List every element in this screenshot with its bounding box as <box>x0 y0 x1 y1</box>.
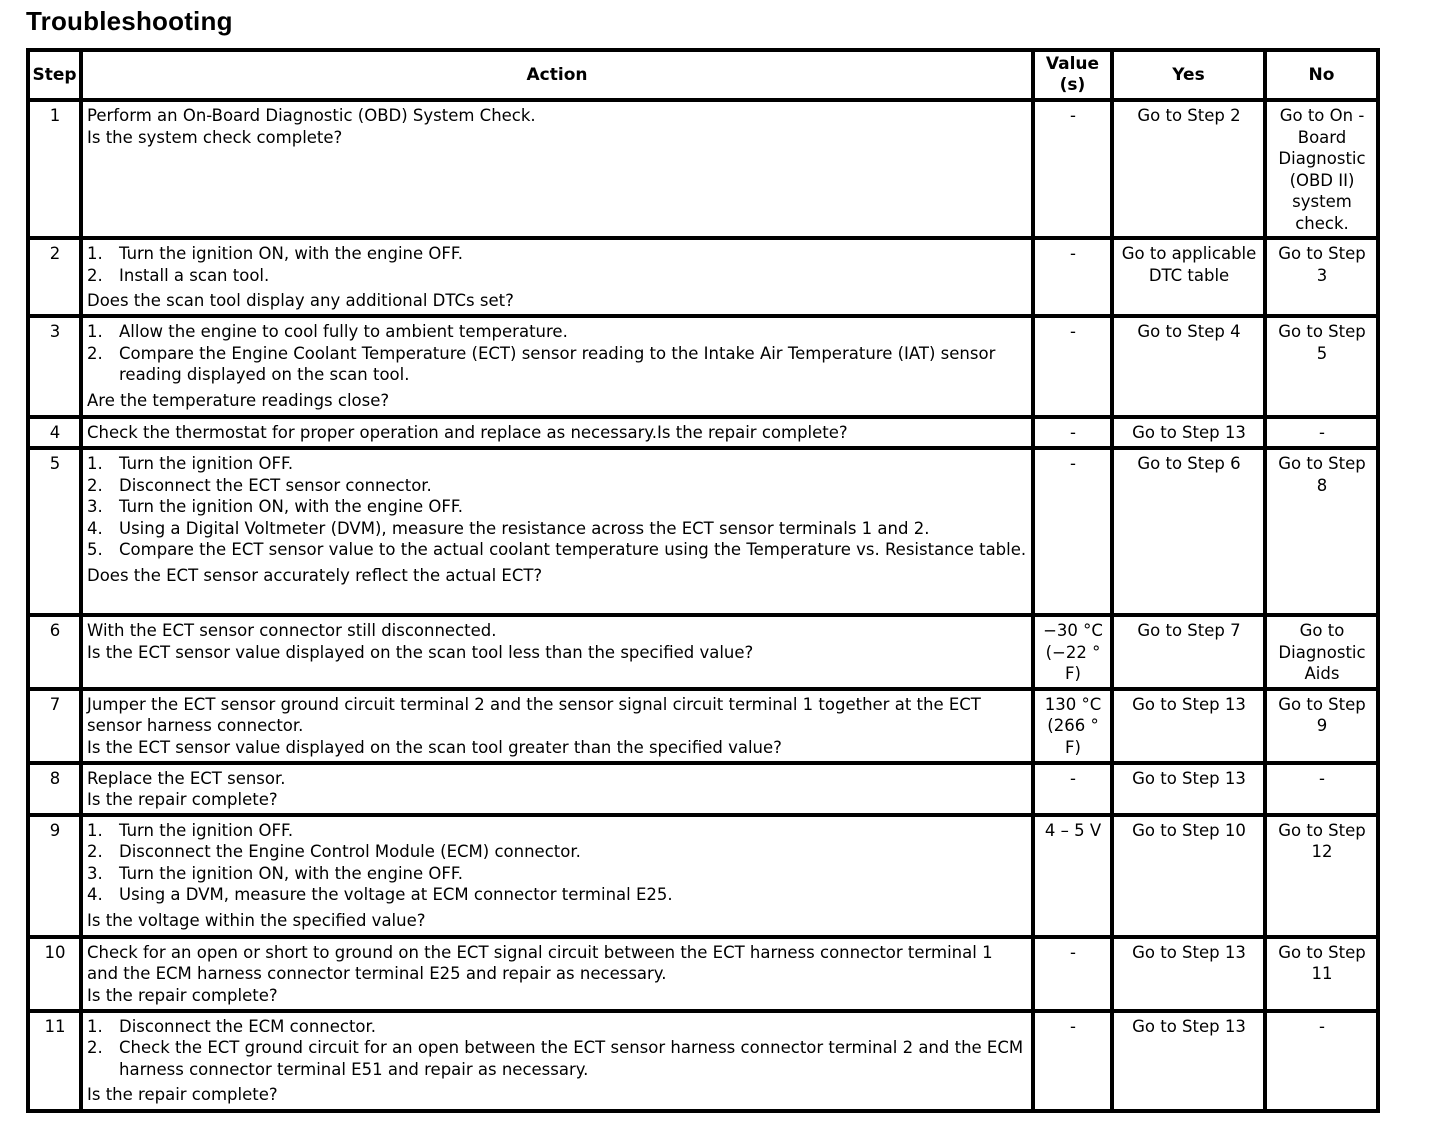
table-row <box>28 937 1378 1011</box>
step-number: 2 <box>28 238 81 316</box>
action-step-text: Using a Digital Voltmeter (DVM), measure the resistance across the ECT sensor terminals 1 and 2. <box>119 518 930 538</box>
action-step-item <box>87 343 1028 386</box>
no-cell: Go to Step 3 <box>1265 238 1378 316</box>
step-number: 4 <box>28 417 81 448</box>
action-step-text: Turn the ignition OFF. <box>119 820 294 840</box>
action-step-text: Disconnect the ECM connector. <box>119 1016 377 1036</box>
no-cell: Go to Step 5 <box>1265 316 1378 417</box>
yes-cell: Go to Step 7 <box>1112 615 1265 689</box>
header-action: Action <box>81 50 1033 100</box>
value-cell: - <box>1033 316 1112 417</box>
troubleshooting-table <box>26 48 1380 1113</box>
yes-cell: Go to Step 4 <box>1112 316 1265 417</box>
action-step-number: 3. <box>87 497 103 516</box>
action-step-number: 1. <box>87 454 103 473</box>
header-step: Step <box>28 50 81 100</box>
action-step-item <box>87 841 1028 863</box>
step-number: 9 <box>28 815 81 937</box>
action-cell <box>81 1011 1033 1111</box>
yes-cell: Go to Step 13 <box>1112 1011 1265 1111</box>
action-step-number: 2. <box>87 1038 103 1057</box>
value-cell: - <box>1033 448 1112 615</box>
action-steps-list <box>87 820 1028 906</box>
table-body <box>28 100 1378 1111</box>
table-row <box>28 763 1378 815</box>
no-cell: Go to Step 12 <box>1265 815 1378 937</box>
no-cell: - <box>1265 1011 1378 1111</box>
step-number: 8 <box>28 763 81 815</box>
action-step-text: Check the ECT ground circuit for an open between the ECT sensor harness connector terminal 2 and the ECM harness connector terminal E51 and repair as necessary. <box>119 1038 1024 1079</box>
action-question: Is the voltage within the specified value? <box>87 910 426 930</box>
action-step-text: Compare the ECT sensor value to the actual coolant temperature using the Temperature vs. Resistance table. <box>119 540 1027 559</box>
yes-cell: Go to applicable DTC table <box>1112 238 1265 316</box>
action-step-item <box>87 243 1028 265</box>
yes-cell: Go to Step 13 <box>1112 417 1265 448</box>
table-row <box>28 689 1378 763</box>
value-cell: - <box>1033 1011 1112 1111</box>
action-text-line: Perform an On-Board Diagnostic (OBD) System Check. <box>87 106 536 125</box>
table-row <box>28 1011 1378 1111</box>
action-steps-list <box>87 1016 1028 1081</box>
header-value-line2: (s) <box>1059 75 1086 95</box>
action-cell <box>81 763 1033 815</box>
value-cell: - <box>1033 100 1112 238</box>
yes-cell: Go to Step 2 <box>1112 100 1265 238</box>
action-question: Does the ECT sensor accurately reflect the actual ECT? <box>87 565 543 585</box>
step-number: 5 <box>28 448 81 615</box>
action-step-item <box>87 1037 1028 1080</box>
page-title: Troubleshooting <box>26 6 233 36</box>
action-question: Is the repair complete? <box>87 1085 278 1104</box>
action-step-text: Compare the Engine Coolant Temperature (ECT) sensor reading to the Intake Air Temperature (IAT) sensor reading displayed on the scan tool. <box>119 343 996 384</box>
header-value <box>1033 50 1112 100</box>
table-row <box>28 100 1378 238</box>
header-no: No <box>1265 50 1378 100</box>
value-cell: - <box>1033 238 1112 316</box>
action-step-item <box>87 518 1028 540</box>
action-text-line: Check the thermostat for proper operation and replace as necessary.Is the repair complete? <box>87 423 848 442</box>
action-step-item <box>87 475 1028 497</box>
no-cell: - <box>1265 763 1378 815</box>
yes-cell: Go to Step 13 <box>1112 763 1265 815</box>
action-step-item <box>87 863 1028 885</box>
header-yes: Yes <box>1112 50 1265 100</box>
action-text-line: Jumper the ECT sensor ground circuit terminal 2 and the sensor signal circuit terminal 1 together at the ECT sensor harness connector. <box>87 694 981 735</box>
value-cell: - <box>1033 417 1112 448</box>
action-step-number: 1. <box>87 322 103 341</box>
no-cell: Go to Step 9 <box>1265 689 1378 763</box>
step-number: 10 <box>28 937 81 1011</box>
action-text-line: Is the repair complete? <box>87 790 278 809</box>
action-cell <box>81 100 1033 238</box>
action-cell <box>81 937 1033 1011</box>
value-cell: - <box>1033 937 1112 1011</box>
action-step-number: 2. <box>87 842 103 861</box>
value-cell: 130 °C (266 ° F) <box>1033 689 1112 763</box>
table-row <box>28 417 1378 448</box>
yes-cell: Go to Step 10 <box>1112 815 1265 937</box>
value-cell: 4 – 5 V <box>1033 815 1112 937</box>
action-step-text: Disconnect the Engine Control Module (ECM) connector. <box>119 842 581 861</box>
step-number: 3 <box>28 316 81 417</box>
action-step-item <box>87 321 1028 343</box>
no-cell: Go to Diagnostic Aids <box>1265 615 1378 689</box>
action-step-number: 4. <box>87 885 103 904</box>
action-step-number: 2. <box>87 265 103 285</box>
action-step-number: 3. <box>87 863 103 883</box>
action-step-item <box>87 496 1028 518</box>
action-step-text: Disconnect the ECT sensor connector. <box>119 475 432 495</box>
action-step-item <box>87 453 1028 475</box>
table-row <box>28 815 1378 937</box>
action-text-line: Is the repair complete? <box>87 985 278 1005</box>
action-steps-list <box>87 453 1028 561</box>
no-cell: Go to Step 8 <box>1265 448 1378 615</box>
action-step-number: 1. <box>87 244 103 263</box>
action-step-item <box>87 820 1028 842</box>
action-step-number: 2. <box>87 343 103 363</box>
action-step-text: Turn the ignition OFF. <box>119 454 294 473</box>
action-cell <box>81 448 1033 615</box>
action-text-line: Is the ECT sensor value displayed on the scan tool greater than the specified value? <box>87 737 782 757</box>
action-text-line: With the ECT sensor connector still disconnected. <box>87 621 497 640</box>
action-step-number: 1. <box>87 1016 103 1036</box>
action-cell <box>81 615 1033 689</box>
yes-cell: Go to Step 6 <box>1112 448 1265 615</box>
step-number: 6 <box>28 615 81 689</box>
table-row <box>28 448 1378 615</box>
yes-cell: Go to Step 13 <box>1112 937 1265 1011</box>
header-value-line1: Value <box>1045 54 1100 74</box>
no-cell: Go to Step 11 <box>1265 937 1378 1011</box>
action-step-item <box>87 265 1028 287</box>
action-question: Are the temperature readings close? <box>87 390 390 410</box>
action-text-line: Check for an open or short to ground on the ECT signal circuit between the ECT harness connector terminal 1 and the ECM harness connector terminal E25 and repair as necessary. <box>87 942 993 983</box>
action-step-text: Install a scan tool. <box>119 265 270 285</box>
action-step-item <box>87 1016 1028 1038</box>
step-number: 1 <box>28 100 81 238</box>
action-step-number: 4. <box>87 518 103 538</box>
action-step-number: 1. <box>87 820 103 840</box>
value-cell: −30 °C (−22 ° F) <box>1033 615 1112 689</box>
no-cell: Go to On - Board Diagnostic (OBD II) system check. <box>1265 100 1378 238</box>
header-row <box>28 50 1378 100</box>
action-text-line: Replace the ECT sensor. <box>87 768 286 788</box>
action-step-number: 5. <box>87 540 103 559</box>
action-step-item <box>87 539 1028 561</box>
action-step-text: Turn the ignition ON, with the engine OFF. <box>119 244 463 263</box>
action-steps-list <box>87 243 1028 286</box>
value-cell: - <box>1033 763 1112 815</box>
no-cell: - <box>1265 417 1378 448</box>
action-text-line: Is the ECT sensor value displayed on the scan tool less than the specified value? <box>87 642 754 662</box>
table-row <box>28 238 1378 316</box>
action-cell <box>81 689 1033 763</box>
action-step-item <box>87 884 1028 906</box>
action-steps-list <box>87 321 1028 386</box>
action-question: Does the scan tool display any additional DTCs set? <box>87 291 514 310</box>
action-cell <box>81 815 1033 937</box>
action-step-text: Turn the ignition ON, with the engine OFF. <box>119 497 463 516</box>
action-text-line: Is the system check complete? <box>87 127 343 147</box>
action-step-text: Allow the engine to cool fully to ambient temperature. <box>119 322 568 341</box>
action-cell <box>81 316 1033 417</box>
step-number: 7 <box>28 689 81 763</box>
table-row <box>28 615 1378 689</box>
step-number: 11 <box>28 1011 81 1111</box>
yes-cell: Go to Step 13 <box>1112 689 1265 763</box>
action-cell <box>81 417 1033 448</box>
action-step-text: Turn the ignition ON, with the engine OFF. <box>119 863 463 883</box>
table-row <box>28 316 1378 417</box>
action-step-number: 2. <box>87 475 103 495</box>
action-step-text: Using a DVM, measure the voltage at ECM connector terminal E25. <box>119 885 673 904</box>
action-cell <box>81 238 1033 316</box>
